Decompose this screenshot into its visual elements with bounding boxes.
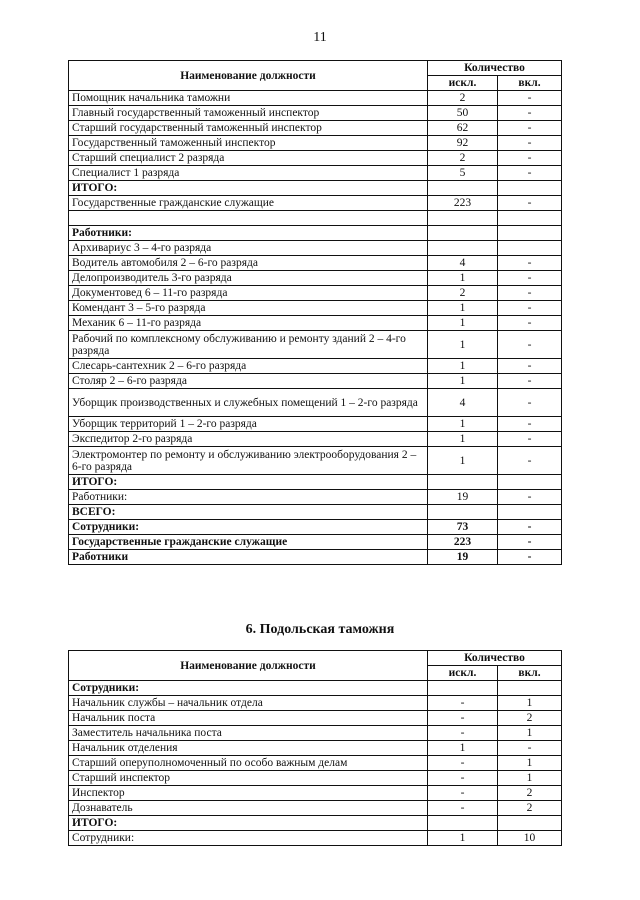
count-excl: [428, 211, 498, 226]
count-excl: 73: [428, 520, 498, 535]
table-row: [69, 316, 562, 331]
position-name: Сотрудники:: [69, 831, 428, 846]
count-excl: 1: [428, 417, 498, 432]
table-row: [69, 151, 562, 166]
count-incl: -: [498, 535, 562, 550]
count-excl: 1: [428, 447, 498, 475]
position-name: Инспектор: [69, 786, 428, 801]
count-excl: 5: [428, 166, 498, 181]
position-name: Слесарь-сантехник 2 – 6-го разряда: [69, 359, 428, 374]
header-incl: вкл.: [498, 666, 562, 681]
count-excl: 92: [428, 136, 498, 151]
count-excl: [428, 181, 498, 196]
table-row: [69, 711, 562, 726]
position-name: Дознаватель: [69, 801, 428, 816]
position-name: Делопроизводитель 3-го разряда: [69, 271, 428, 286]
count-incl: -: [498, 106, 562, 121]
position-name: Экспедитор 2-го разряда: [69, 432, 428, 447]
position-name: ИТОГО:: [69, 181, 428, 196]
position-name: Документовед 6 – 11-го разряда: [69, 286, 428, 301]
table-row: [69, 801, 562, 816]
table-row: [69, 520, 562, 535]
position-name: Государственные гражданские служащие: [69, 196, 428, 211]
count-incl: -: [498, 389, 562, 417]
table-2-body: [69, 681, 562, 846]
table-row: [69, 696, 562, 711]
count-excl: 1: [428, 741, 498, 756]
position-name: Заместитель начальника поста: [69, 726, 428, 741]
count-excl: 1: [428, 374, 498, 389]
position-name: Электромонтер по ремонту и обслуживанию электрооборудования 2 – 6-го разряда: [69, 447, 428, 475]
count-incl: 1: [498, 771, 562, 786]
count-excl: -: [428, 711, 498, 726]
count-incl: -: [498, 520, 562, 535]
table-row: [69, 741, 562, 756]
count-incl: -: [498, 550, 562, 565]
table-row: [69, 106, 562, 121]
count-excl: 62: [428, 121, 498, 136]
table-row: [69, 121, 562, 136]
position-name: Государственный таможенный инспектор: [69, 136, 428, 151]
count-incl: 1: [498, 756, 562, 771]
table-row: [69, 181, 562, 196]
table-row: [69, 241, 562, 256]
position-name: Помощник начальника таможни: [69, 91, 428, 106]
page-number: 11: [313, 30, 327, 45]
position-name: ИТОГО:: [69, 816, 428, 831]
count-excl: 1: [428, 301, 498, 316]
count-incl: 2: [498, 711, 562, 726]
position-name: Начальник отделения: [69, 741, 428, 756]
count-excl: [428, 816, 498, 831]
count-excl: 1: [428, 831, 498, 846]
position-name: Начальник службы – начальник отдела: [69, 696, 428, 711]
count-excl: 1: [428, 432, 498, 447]
count-incl: -: [498, 316, 562, 331]
position-name: Архивариус 3 – 4-го разряда: [69, 241, 428, 256]
count-excl: 1: [428, 359, 498, 374]
table-row: [69, 331, 562, 359]
table-1-body: [69, 91, 562, 565]
count-incl: 1: [498, 696, 562, 711]
count-excl: 1: [428, 316, 498, 331]
table-row: [69, 831, 562, 846]
header-excl: искл.: [428, 76, 498, 91]
count-incl: 1: [498, 726, 562, 741]
count-incl: -: [498, 432, 562, 447]
table-row: [69, 91, 562, 106]
table-row: [69, 301, 562, 316]
position-name: Работники:: [69, 490, 428, 505]
count-excl: [428, 241, 498, 256]
count-incl: -: [498, 166, 562, 181]
count-excl: 2: [428, 151, 498, 166]
position-name: Уборщик территорий 1 – 2-го разряда: [69, 417, 428, 432]
table-row: [69, 374, 562, 389]
position-name: Сотрудники:: [69, 681, 428, 696]
count-excl: 1: [428, 331, 498, 359]
table-row: [69, 389, 562, 417]
count-excl: 50: [428, 106, 498, 121]
position-name: ВСЕГО:: [69, 505, 428, 520]
count-incl: -: [498, 121, 562, 136]
position-name: Старший инспектор: [69, 771, 428, 786]
position-name: Уборщик производственных и служебных помещений 1 – 2-го разряда: [69, 389, 428, 417]
count-incl: -: [498, 136, 562, 151]
position-name: [69, 211, 428, 226]
header-quantity: Количество: [428, 61, 562, 76]
table-row: [69, 681, 562, 696]
table-row: [69, 550, 562, 565]
table-row: [69, 271, 562, 286]
count-incl: [498, 475, 562, 490]
count-incl: -: [498, 196, 562, 211]
count-incl: -: [498, 271, 562, 286]
position-name: Рабочий по комплексному обслуживанию и ремонту зданий 2 – 4-го разряда: [69, 331, 428, 359]
table-row: [69, 505, 562, 520]
count-excl: -: [428, 726, 498, 741]
table-row: [69, 166, 562, 181]
table-row: [69, 226, 562, 241]
position-name: Сотрудники:: [69, 520, 428, 535]
count-incl: 10: [498, 831, 562, 846]
table-row: [69, 256, 562, 271]
count-excl: [428, 681, 498, 696]
count-excl: -: [428, 771, 498, 786]
table-row: [69, 771, 562, 786]
count-incl: -: [498, 447, 562, 475]
count-incl: [498, 681, 562, 696]
count-incl: [498, 505, 562, 520]
position-name: Старший специалист 2 разряда: [69, 151, 428, 166]
count-incl: [498, 241, 562, 256]
count-excl: -: [428, 786, 498, 801]
count-incl: -: [498, 286, 562, 301]
header-name: Наименование должности: [69, 651, 428, 681]
position-name: Механик 6 – 11-го разряда: [69, 316, 428, 331]
count-incl: -: [498, 417, 562, 432]
header-name: Наименование должности: [69, 61, 428, 91]
table-row: [69, 786, 562, 801]
count-excl: 1: [428, 271, 498, 286]
count-excl: [428, 226, 498, 241]
count-excl: -: [428, 756, 498, 771]
count-excl: 2: [428, 286, 498, 301]
header-quantity: Количество: [428, 651, 562, 666]
table-row: [69, 359, 562, 374]
table-row: [69, 447, 562, 475]
table-row: [69, 756, 562, 771]
count-incl: -: [498, 301, 562, 316]
count-excl: 4: [428, 389, 498, 417]
count-excl: 19: [428, 490, 498, 505]
count-excl: [428, 505, 498, 520]
table-row: [69, 726, 562, 741]
position-name: Работники:: [69, 226, 428, 241]
header-incl: вкл.: [498, 76, 562, 91]
count-incl: -: [498, 490, 562, 505]
table-row: [69, 432, 562, 447]
count-incl: -: [498, 374, 562, 389]
count-incl: -: [498, 331, 562, 359]
count-incl: -: [498, 151, 562, 166]
count-incl: 2: [498, 801, 562, 816]
position-name: Специалист 1 разряда: [69, 166, 428, 181]
count-excl: 19: [428, 550, 498, 565]
count-incl: -: [498, 359, 562, 374]
count-incl: [498, 816, 562, 831]
count-excl: 223: [428, 196, 498, 211]
count-excl: 223: [428, 535, 498, 550]
table-row: [69, 286, 562, 301]
count-incl: 2: [498, 786, 562, 801]
table-row: [69, 196, 562, 211]
position-name: Старший оперуполномоченный по особо важным делам: [69, 756, 428, 771]
position-name: Старший государственный таможенный инспектор: [69, 121, 428, 136]
position-name: Работники: [69, 550, 428, 565]
table-row: [69, 211, 562, 226]
count-excl: 2: [428, 91, 498, 106]
table-row: [69, 475, 562, 490]
position-name: Государственные гражданские служащие: [69, 535, 428, 550]
table-row: [69, 417, 562, 432]
table-row: [69, 816, 562, 831]
count-incl: -: [498, 256, 562, 271]
table-row: [69, 136, 562, 151]
count-excl: [428, 475, 498, 490]
position-name: Водитель автомобиля 2 – 6-го разряда: [69, 256, 428, 271]
position-name: ИТОГО:: [69, 475, 428, 490]
count-incl: -: [498, 741, 562, 756]
count-excl: -: [428, 696, 498, 711]
table-row: [69, 535, 562, 550]
count-incl: [498, 226, 562, 241]
position-name: Столяр 2 – 6-го разряда: [69, 374, 428, 389]
header-excl: искл.: [428, 666, 498, 681]
count-excl: 4: [428, 256, 498, 271]
count-incl: [498, 181, 562, 196]
position-name: Главный государственный таможенный инспектор: [69, 106, 428, 121]
table-row: [69, 490, 562, 505]
position-name: Начальник поста: [69, 711, 428, 726]
count-incl: [498, 211, 562, 226]
count-incl: -: [498, 91, 562, 106]
staff-table-2: [68, 650, 562, 846]
staff-table-1: [68, 60, 562, 565]
position-name: Комендант 3 – 5-го разряда: [69, 301, 428, 316]
count-excl: -: [428, 801, 498, 816]
section-title: 6. Подольская таможня: [245, 622, 395, 637]
